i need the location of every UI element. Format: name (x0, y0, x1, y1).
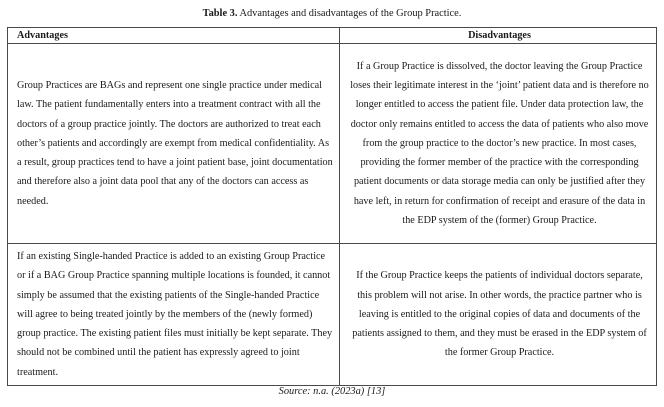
table-source: Source: n.a. (2023a) [13] (278, 386, 386, 397)
table-caption (0, 7, 664, 20)
table-header-row (8, 28, 657, 44)
header-disadvantages: Disadvantages (340, 28, 657, 44)
table-caption-text: Advantages and disadvantages of the Group Practice. (239, 8, 462, 19)
advantage-cell: If an existing Single-handed Practice is added to an existing Group Practice or if a BAG Group Practice spanning multiple locations is founded, it cannot simply be assumed that the existing patients of the Single-handed Practice will agree to being treated jointly by the members of the (newly formed) group practice. The existing patient files must initially be kept separate. They should not be combined until the patient has expressly agreed to joint treatment. (8, 244, 340, 386)
disadvantage-cell: If a Group Practice is dissolved, the doctor leaving the Group Practice loses their legitimate interest in the ‘joint’ patient data and is therefore no longer entitled to access the patient file. Under data protection law, the doctor only remains entitled to access the data of patients who also move from the group practice to the doctor’s new practice. In most cases, providing the former member of the practice with the corresponding patient documents or data storage media can only be justified after they have left, in return for confirmation of receipt and erasure of the data in the EDP system of the (former) Group Practice. (340, 44, 657, 244)
table-row (8, 44, 657, 244)
disadvantage-cell: If the Group Practice keeps the patients of individual doctors separate, this problem will not arise. In other words, the practice partner who is leaving is entitled to the original copies of data and documents of the patients assigned to them, and they must be erased in the EDP system of the former Group Practice. (340, 244, 657, 386)
header-advantages: Advantages (8, 28, 340, 44)
advantages-disadvantages-table (7, 27, 657, 386)
advantage-cell: Group Practices are BAGs and represent one single practice under medical law. The patient fundamentally enters into a treatment contract with all the doctors of a group practice jointly. The doctors are authorized to treat each other’s patients and accordingly are exempt from medical confidentiality. As a result, group practices tend to have a joint patient base, joint documentation and therefore also a joint data pool that any of the doctors can access as needed. (8, 44, 340, 244)
table-caption-label: Table 3. (202, 8, 238, 19)
table-row (8, 244, 657, 386)
